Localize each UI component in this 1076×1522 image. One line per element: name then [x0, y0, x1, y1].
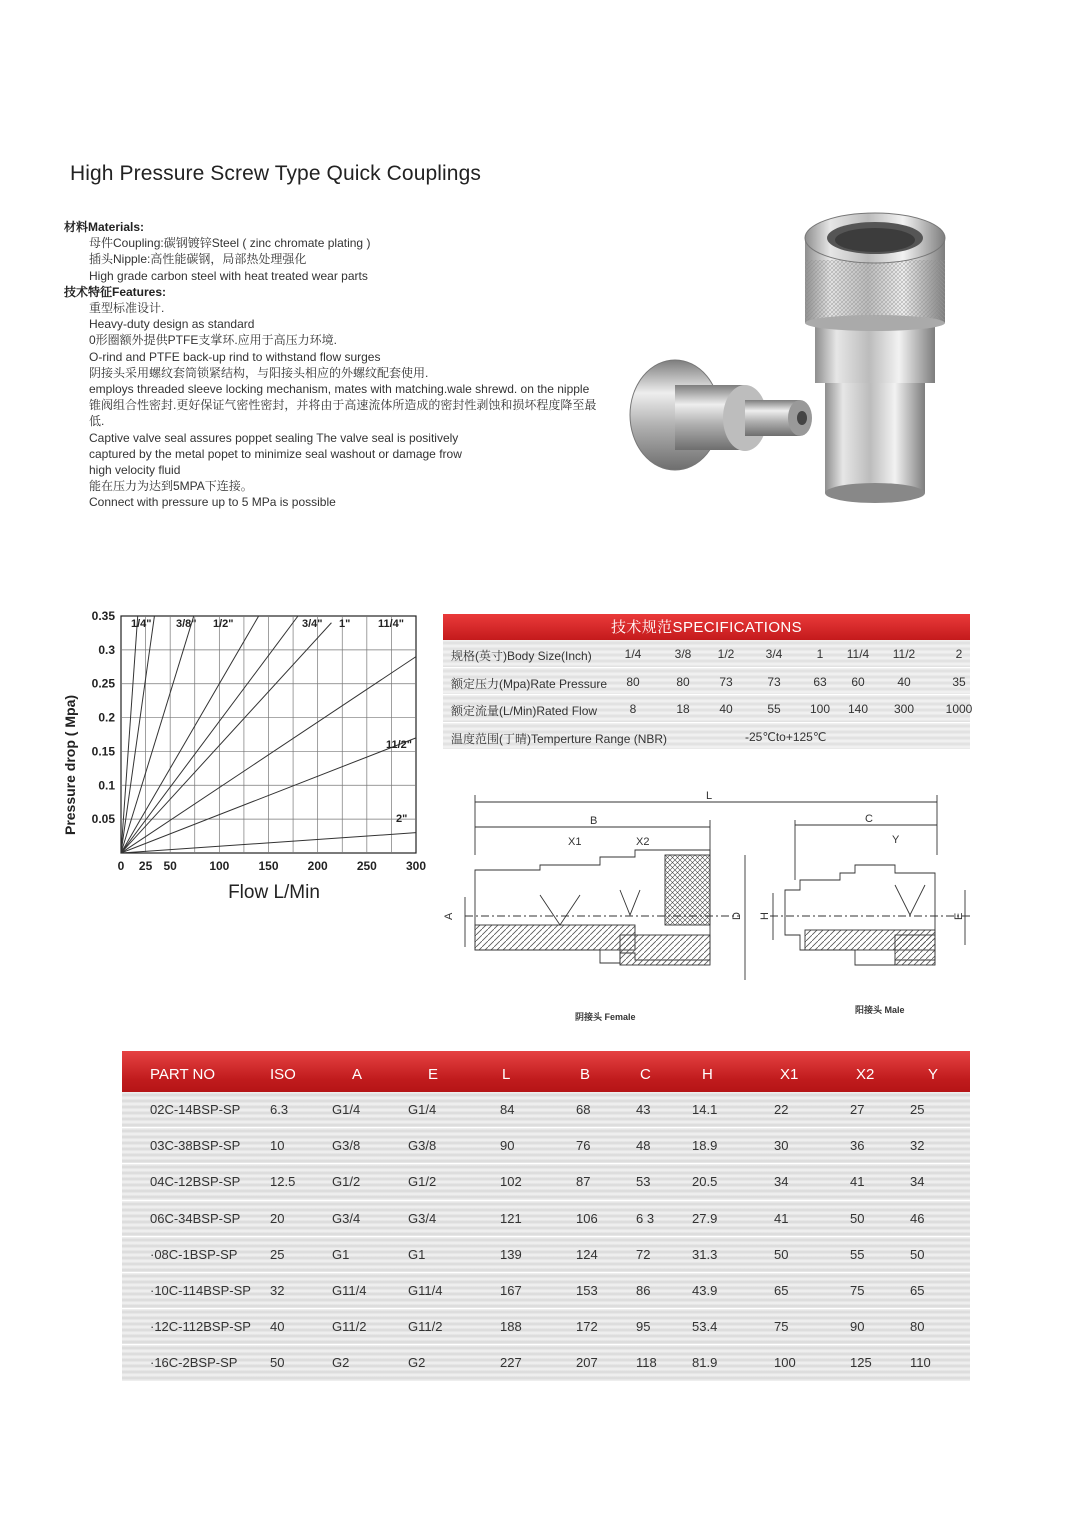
table-cell: 53 — [636, 1174, 651, 1190]
table-cell: G11/2 — [408, 1319, 443, 1335]
table-row — [122, 1309, 970, 1345]
spec-temp-label: 温度范围(丁晴)Temperture Range (NBR) — [451, 731, 668, 746]
table-cell: ·08C-1BSP-SP — [150, 1246, 238, 1262]
series-line — [121, 623, 331, 853]
text-line: captured by the metal popet to minimize seal washout or damage frow — [89, 446, 462, 461]
female-caption: 阴接头 Female — [575, 1012, 636, 1022]
table-cell: 32 — [910, 1138, 925, 1154]
table-cell: 50 — [910, 1246, 925, 1262]
page-title: High Pressure Screw Type Quick Couplings — [70, 162, 481, 185]
spec-row-label: 额定压力(Mpa)Rate Pressure — [451, 676, 608, 691]
dim-H: H — [759, 912, 771, 920]
spec-cell: 80 — [676, 674, 690, 689]
table-cell: 40 — [270, 1319, 285, 1335]
spec-cell: 63 — [813, 674, 827, 689]
series-label: 1/2" — [213, 618, 234, 630]
y-tick-label: 0.15 — [91, 744, 115, 759]
column-header: L — [502, 1066, 511, 1083]
table-cell: G1 — [408, 1246, 426, 1262]
table-cell: 14.1 — [692, 1102, 718, 1117]
spec-cell: 60 — [851, 674, 865, 689]
dim-D: D — [731, 912, 743, 920]
text-line: 母件Coupling:碳钢镀锌Steel ( zinc chromate plating ) — [89, 236, 371, 251]
dim-C: C — [865, 813, 873, 825]
table-cell: 84 — [500, 1102, 515, 1117]
table-cell: G2 — [408, 1355, 426, 1371]
spec-cell: 1 — [816, 647, 824, 661]
table-cell: 34 — [774, 1174, 789, 1190]
table-cell: 25 — [910, 1102, 925, 1117]
y-tick-label: 0.1 — [98, 778, 115, 793]
table-cell: 34 — [910, 1174, 925, 1190]
table-cell: G3/4 — [408, 1210, 437, 1226]
table-cell: 02C-14BSP-SP — [150, 1102, 241, 1117]
coupling-dimension-drawing — [440, 785, 975, 1025]
series-line — [121, 616, 154, 853]
spec-row-label: 规格(英寸)Body Size(Inch) — [451, 649, 592, 663]
table-cell: G1 — [332, 1246, 350, 1262]
table-cell: 100 — [774, 1355, 796, 1371]
spec-cell: 1/4 — [624, 647, 642, 661]
table-cell: 20 — [270, 1210, 285, 1226]
column-header: C — [640, 1066, 651, 1083]
x-tick-label: 25 — [138, 859, 153, 873]
table-cell: 65 — [910, 1282, 925, 1298]
text-line: 0形圈额外提供PTFE支掌环.应用于高压力环境. — [89, 333, 338, 348]
x-tick-label: 150 — [258, 859, 279, 873]
table-cell: 87 — [576, 1174, 591, 1190]
spec-cell: 8 — [629, 702, 637, 716]
table-cell: 12.5 — [270, 1174, 296, 1190]
text-line: Captive valve seal assures poppet sealing The valve seal is positively — [89, 430, 459, 445]
table-cell: 172 — [576, 1319, 598, 1335]
table-cell: 121 — [500, 1210, 522, 1226]
table-row — [122, 1128, 970, 1164]
table-cell: 22 — [774, 1102, 789, 1117]
table-cell: G11/4 — [332, 1282, 367, 1298]
spec-row — [443, 695, 973, 723]
text-line: employs threaded sleeve locking mechanism, mates with matching.wale shrewd. on the nipple — [89, 382, 590, 397]
table-cell: 6.3 — [270, 1102, 289, 1117]
x-tick-label: 0 — [117, 859, 125, 873]
table-cell: 43 — [636, 1102, 651, 1117]
table-cell: ·16C-2BSP-SP — [150, 1355, 238, 1371]
table-cell: G1/4 — [408, 1102, 437, 1117]
table-cell: 75 — [850, 1282, 865, 1298]
y-tick-label: 0.05 — [91, 812, 115, 827]
table-cell: 50 — [774, 1246, 789, 1262]
table-cell: G1/4 — [332, 1102, 361, 1117]
series-label: 3/4" — [302, 618, 323, 630]
table-cell: 04C-12BSP-SP — [150, 1174, 241, 1190]
text-line: 能在压力为达到5MPA下连接。 — [89, 479, 253, 494]
table-cell: 86 — [636, 1282, 651, 1298]
table-cell: 32 — [270, 1282, 285, 1298]
male-caption: 阳接头 Male — [855, 1005, 905, 1015]
table-cell: 167 — [500, 1282, 522, 1298]
table-cell: 27.9 — [692, 1210, 718, 1226]
table-cell: 03C-38BSP-SP — [150, 1138, 241, 1154]
y-axis-label: Pressure drop ( Mpa) — [62, 694, 78, 836]
dim-X2: X2 — [636, 836, 650, 848]
coupling-product-photo — [620, 200, 960, 520]
text-line: 锥阀组合性密封.更好保证气密性密封，并将由于高速流体所造成的密封性剥蚀和损坏程度降至最低. — [89, 398, 597, 429]
spec-cell: 18 — [676, 702, 690, 716]
spec-cell: 80 — [626, 674, 640, 689]
series-label: 1/4" — [131, 618, 152, 630]
table-cell: 188 — [500, 1319, 522, 1335]
spec-cell: 2 — [955, 647, 963, 661]
part-dimensions-table — [122, 1051, 970, 1382]
column-header: PART NO — [150, 1066, 216, 1083]
column-header: Y — [928, 1066, 939, 1083]
column-header: ISO — [270, 1066, 296, 1083]
text-line: 阴接头采用螺纹套筒锁紧结构，与阳接头相应的外螺纹配套使用. — [89, 365, 429, 380]
text-line: Connect with pressure up to 5 MPa is possible — [89, 495, 336, 510]
table-cell: G3/8 — [332, 1138, 361, 1154]
dim-E: E — [953, 912, 965, 920]
series-label: 3/8" — [176, 618, 197, 630]
spec-row — [443, 668, 970, 696]
spec-cell: 3/8 — [674, 647, 692, 661]
table-cell: 36 — [850, 1138, 865, 1154]
table-cell: 48 — [636, 1138, 651, 1154]
table-cell: 90 — [850, 1319, 865, 1335]
series-label: 2" — [396, 813, 408, 825]
table-cell: 95 — [636, 1319, 651, 1335]
materials-features-text — [64, 219, 604, 511]
table-cell: 227 — [500, 1355, 522, 1371]
table-cell: 124 — [576, 1246, 598, 1262]
column-header: H — [702, 1066, 713, 1083]
table-row — [122, 1201, 970, 1237]
table-cell: G2 — [332, 1355, 350, 1371]
spec-cell: 73 — [719, 674, 733, 689]
spec-row-label: 额定流量(L/Min)Rated Flow — [451, 704, 598, 718]
dim-L: L — [706, 790, 713, 802]
spec-cell: 140 — [847, 702, 869, 716]
table-cell: 110 — [910, 1355, 931, 1371]
table-row — [122, 1092, 970, 1128]
table-cell: G1/2 — [332, 1174, 361, 1190]
series-label: 1" — [339, 618, 351, 630]
x-tick-label: 50 — [163, 859, 177, 873]
spec-cell: 11/4 — [846, 647, 870, 661]
text-line: 插头Nipple:高性能碳钢，局部热处理强化 — [89, 252, 307, 267]
table-cell: ·12C-112BSP-SP — [150, 1319, 251, 1335]
table-cell: 72 — [636, 1246, 651, 1262]
spec-cell: 55 — [767, 702, 781, 716]
table-cell: 76 — [576, 1138, 591, 1154]
table-cell: G3/4 — [332, 1210, 361, 1226]
column-header: X1 — [780, 1066, 799, 1083]
table-cell: 102 — [500, 1174, 522, 1190]
spec-cell: 40 — [897, 674, 911, 689]
table-row — [122, 1237, 970, 1273]
table-cell: 30 — [774, 1138, 789, 1154]
spec-cell: 40 — [719, 702, 733, 716]
table-cell: 68 — [576, 1102, 591, 1117]
table-cell: 25 — [270, 1246, 285, 1262]
spec-cell: 3/4 — [765, 647, 783, 661]
table-cell: 55 — [850, 1246, 865, 1262]
table-cell: ·10C-114BSP-SP — [150, 1282, 251, 1298]
table-cell: G1/2 — [408, 1174, 437, 1190]
table-cell: G3/8 — [408, 1138, 437, 1154]
text-line: high velocity fluid — [89, 463, 181, 478]
spec-cell: 1000 — [945, 702, 973, 716]
table-cell: 65 — [774, 1282, 789, 1298]
table-cell: 43.9 — [692, 1282, 718, 1298]
table-cell: 20.5 — [692, 1174, 718, 1190]
table-cell: 53.4 — [692, 1319, 718, 1335]
x-tick-label: 100 — [209, 859, 230, 873]
table-cell: 81.9 — [692, 1355, 718, 1371]
specifications-table — [443, 614, 973, 750]
spec-row — [443, 640, 970, 668]
column-header: X2 — [856, 1066, 875, 1083]
spec-cell: 11/2 — [892, 647, 916, 661]
column-header: A — [352, 1066, 363, 1083]
table-cell: 80 — [910, 1319, 925, 1335]
pressure-drop-chart — [56, 610, 436, 915]
text-line: Heavy-duty design as standard — [89, 317, 255, 332]
dim-X1: X1 — [568, 836, 582, 848]
table-cell: 10 — [270, 1138, 285, 1154]
spec-row-temperature — [443, 723, 970, 751]
series-line — [121, 616, 298, 853]
series-line — [121, 616, 138, 853]
series-line — [121, 616, 259, 853]
spec-cell: 1/2 — [717, 647, 735, 661]
table-cell: 207 — [576, 1355, 598, 1371]
table-cell: 90 — [500, 1138, 515, 1154]
x-tick-label: 300 — [405, 859, 427, 873]
section-heading: 材料Materials: — [64, 220, 145, 234]
column-header: E — [428, 1066, 439, 1083]
table-cell: 106 — [576, 1210, 598, 1226]
dim-A: A — [443, 912, 455, 920]
spec-cell: 73 — [767, 674, 781, 689]
table-cell: 31.3 — [692, 1246, 718, 1262]
table-cell: 41 — [774, 1210, 789, 1226]
table-row — [122, 1273, 970, 1309]
y-tick-label: 0.2 — [98, 710, 115, 725]
x-tick-label: 200 — [307, 859, 328, 873]
table-cell: 18.9 — [692, 1138, 718, 1154]
spec-cell: 35 — [952, 674, 966, 689]
spec-temp-value: -25℃to+125℃ — [745, 729, 827, 744]
table-cell: 6 3 — [636, 1210, 655, 1226]
table-cell: 139 — [500, 1246, 522, 1262]
parts-table-header — [122, 1051, 970, 1092]
table-cell: 50 — [850, 1210, 865, 1226]
y-tick-label: 0.25 — [91, 676, 115, 691]
text-line: O-rind and PTFE back-up rind to withstand flow surges — [89, 349, 381, 364]
table-cell: 50 — [270, 1355, 285, 1371]
table-cell: 153 — [576, 1282, 598, 1298]
table-cell: 27 — [850, 1102, 865, 1117]
text-line: High grade carbon steel with heat treated wear parts — [89, 268, 368, 283]
spec-cell: 300 — [893, 702, 915, 716]
table-row — [122, 1345, 970, 1381]
spec-header: 技术规范SPECIFICATIONS — [443, 614, 970, 640]
section-heading: 技术特征Features: — [64, 284, 167, 299]
table-cell: G11/4 — [408, 1282, 443, 1298]
series-label: 11/2" — [386, 739, 413, 751]
series-line — [121, 616, 194, 853]
table-cell: 125 — [850, 1355, 872, 1371]
table-cell: 06C-34BSP-SP — [150, 1210, 241, 1226]
x-tick-label: 250 — [356, 859, 377, 873]
x-axis-label: Flow L/Min — [228, 882, 320, 903]
series-label: 11/4" — [378, 618, 405, 630]
text-line: 重型标准设计. — [89, 301, 165, 316]
y-tick-label: 0.35 — [91, 610, 115, 623]
column-header: B — [580, 1066, 591, 1083]
dim-B: B — [590, 815, 598, 827]
table-cell: 118 — [636, 1355, 657, 1371]
y-tick-label: 0.3 — [98, 642, 115, 657]
table-cell: 75 — [774, 1319, 789, 1335]
table-row — [122, 1164, 970, 1200]
table-cell: G11/2 — [332, 1319, 367, 1335]
table-cell: 46 — [910, 1210, 925, 1226]
spec-cell: 100 — [809, 702, 831, 716]
dim-Y: Y — [892, 834, 900, 846]
table-cell: 41 — [850, 1174, 865, 1190]
